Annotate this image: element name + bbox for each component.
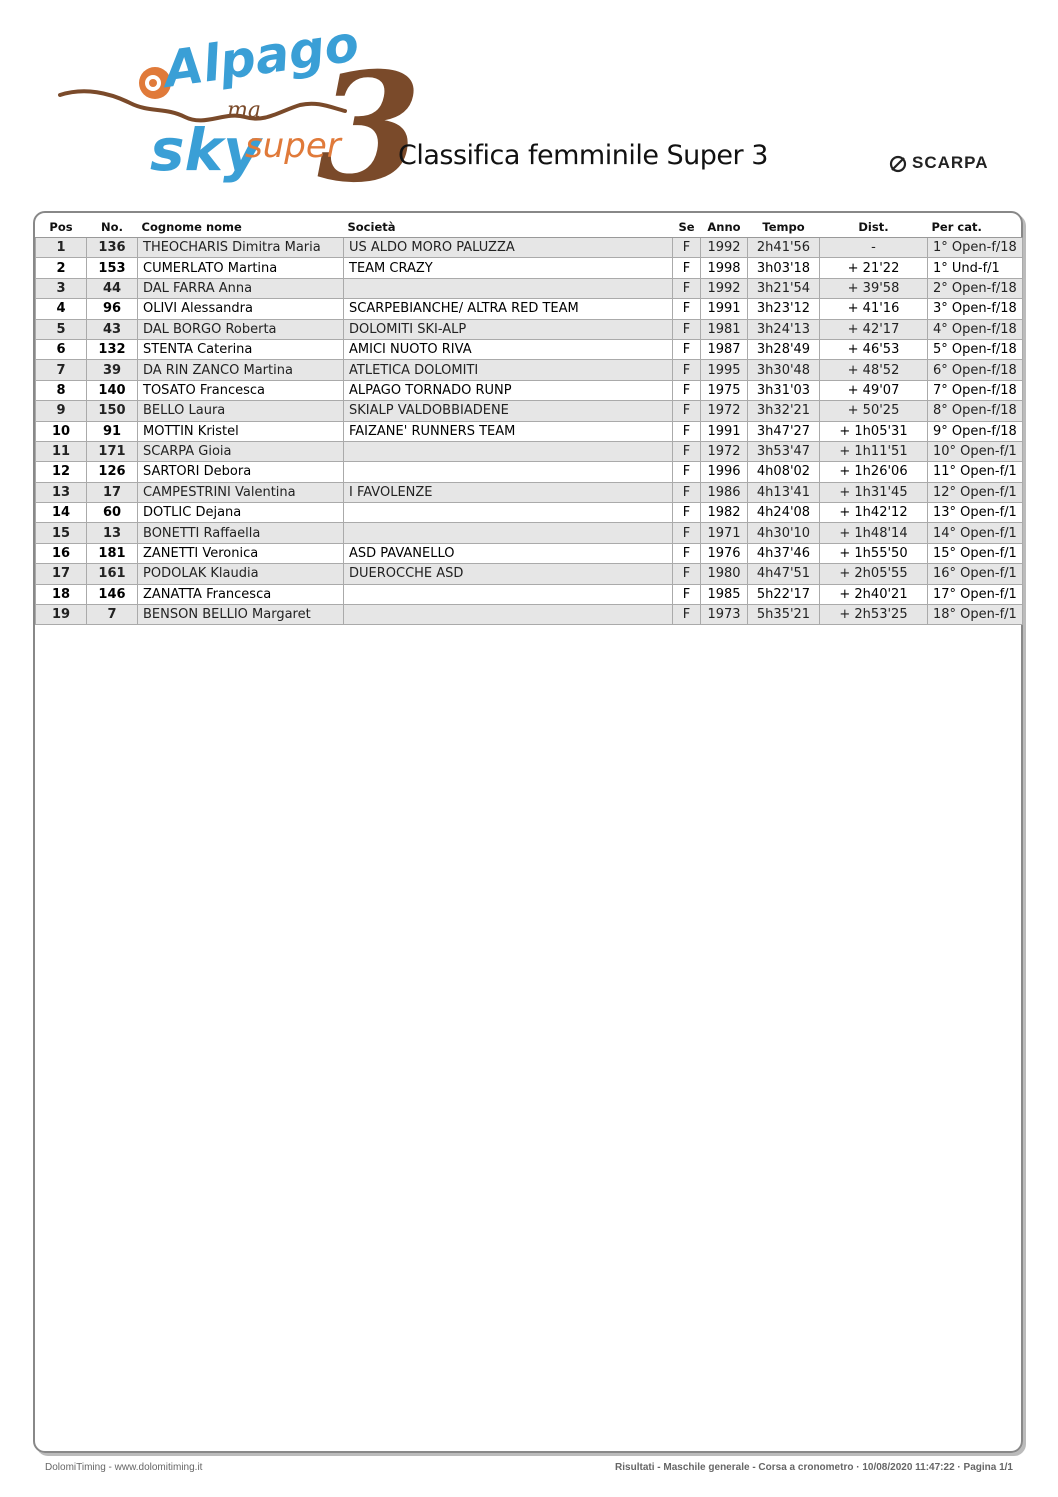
cell-name: BELLO Laura <box>138 401 344 421</box>
cell-time: 4h47'51 <box>748 564 820 584</box>
cell-name: THEOCHARIS Dimitra Maria <box>138 238 344 258</box>
cell-year: 1992 <box>701 238 748 258</box>
cell-dist: + 21'22 <box>820 258 928 278</box>
cell-name: CAMPESTRINI Valentina <box>138 482 344 502</box>
cell-time: 3h23'12 <box>748 299 820 319</box>
cell-club <box>344 605 673 625</box>
cell-club <box>344 462 673 482</box>
column-header-time: Tempo <box>748 217 820 238</box>
cell-dist: + 1h48'14 <box>820 523 928 543</box>
cell-cat: 13° Open-f/1 <box>928 503 1023 523</box>
cell-club <box>344 278 673 298</box>
cell-pos: 18 <box>36 584 87 604</box>
cell-num: 150 <box>87 401 138 421</box>
cell-dist: + 48'52 <box>820 360 928 380</box>
cell-sex: F <box>673 564 701 584</box>
cell-cat: 9° Open-f/18 <box>928 421 1023 441</box>
cell-year: 1998 <box>701 258 748 278</box>
table-row <box>36 401 1023 421</box>
cell-club: ALPAGO TORNADO RUNP <box>344 380 673 400</box>
cell-year: 1995 <box>701 360 748 380</box>
cell-sex: F <box>673 605 701 625</box>
cell-num: 17 <box>87 482 138 502</box>
cell-name: BENSON BELLIO Margaret <box>138 605 344 625</box>
cell-num: 60 <box>87 503 138 523</box>
cell-cat: 7° Open-f/18 <box>928 380 1023 400</box>
cell-cat: 1° Und-f/1 <box>928 258 1023 278</box>
column-header-name: Cognome nome <box>138 217 344 238</box>
cell-dist: + 42'17 <box>820 319 928 339</box>
cell-pos: 1 <box>36 238 87 258</box>
cell-club <box>344 523 673 543</box>
column-header-dist: Dist. <box>820 217 928 238</box>
cell-name: ZANATTA Francesca <box>138 584 344 604</box>
table-row <box>36 258 1023 278</box>
cell-sex: F <box>673 380 701 400</box>
cell-cat: 14° Open-f/1 <box>928 523 1023 543</box>
column-header-club: Società <box>344 217 673 238</box>
cell-name: MOTTIN Kristel <box>138 421 344 441</box>
cell-num: 43 <box>87 319 138 339</box>
cell-dist: + 1h26'06 <box>820 462 928 482</box>
cell-year: 1980 <box>701 564 748 584</box>
logo-word-super: super <box>245 126 341 166</box>
cell-num: 140 <box>87 380 138 400</box>
cell-sex: F <box>673 543 701 563</box>
cell-year: 1996 <box>701 462 748 482</box>
cell-year: 1991 <box>701 299 748 319</box>
cell-dist: + 1h05'31 <box>820 421 928 441</box>
cell-year: 1992 <box>701 278 748 298</box>
cell-pos: 2 <box>36 258 87 278</box>
cell-time: 3h32'21 <box>748 401 820 421</box>
table-row <box>36 421 1023 441</box>
cell-time: 3h21'54 <box>748 278 820 298</box>
cell-pos: 6 <box>36 339 87 359</box>
table-row <box>36 605 1023 625</box>
table-row <box>36 380 1023 400</box>
cell-sex: F <box>673 339 701 359</box>
cell-sex: F <box>673 503 701 523</box>
column-header-pos: Pos <box>36 217 87 238</box>
cell-club: SCARPEBIANCHE/ ALTRA RED TEAM <box>344 299 673 319</box>
sponsor-logo <box>888 152 1023 176</box>
cell-year: 1982 <box>701 503 748 523</box>
cell-dist: + 1h42'12 <box>820 503 928 523</box>
cell-name: SARTORI Debora <box>138 462 344 482</box>
table-row <box>36 441 1023 461</box>
cell-year: 1976 <box>701 543 748 563</box>
table-row <box>36 339 1023 359</box>
alpago-sky-super-logo <box>55 14 422 216</box>
cell-cat: 6° Open-f/18 <box>928 360 1023 380</box>
cell-cat: 17° Open-f/1 <box>928 584 1023 604</box>
cell-num: 7 <box>87 605 138 625</box>
cell-year: 1973 <box>701 605 748 625</box>
cell-pos: 14 <box>36 503 87 523</box>
cell-cat: 11° Open-f/1 <box>928 462 1023 482</box>
cell-cat: 2° Open-f/18 <box>928 278 1023 298</box>
scarpa-logo-icon <box>888 154 908 174</box>
cell-name: CUMERLATO Martina <box>138 258 344 278</box>
cell-num: 181 <box>87 543 138 563</box>
column-header-sex: Se <box>673 217 701 238</box>
cell-num: 39 <box>87 360 138 380</box>
cell-num: 91 <box>87 421 138 441</box>
cell-year: 1985 <box>701 584 748 604</box>
table-row <box>36 503 1023 523</box>
cell-club <box>344 503 673 523</box>
cell-pos: 10 <box>36 421 87 441</box>
cell-num: 146 <box>87 584 138 604</box>
cell-year: 1972 <box>701 401 748 421</box>
cell-sex: F <box>673 482 701 502</box>
column-header-year: Anno <box>701 217 748 238</box>
cell-year: 1986 <box>701 482 748 502</box>
cell-dist: + 1h55'50 <box>820 543 928 563</box>
cell-dist: + 49'07 <box>820 380 928 400</box>
cell-club <box>344 441 673 461</box>
table-row <box>36 462 1023 482</box>
cell-club: SKIALP VALDOBBIADENE <box>344 401 673 421</box>
cell-cat: 5° Open-f/18 <box>928 339 1023 359</box>
table-row <box>36 584 1023 604</box>
cell-name: STENTA Caterina <box>138 339 344 359</box>
cell-name: TOSATO Francesca <box>138 380 344 400</box>
cell-pos: 7 <box>36 360 87 380</box>
cell-pos: 13 <box>36 482 87 502</box>
cell-pos: 19 <box>36 605 87 625</box>
cell-name: DAL FARRA Anna <box>138 278 344 298</box>
cell-club: FAIZANE' RUNNERS TEAM <box>344 421 673 441</box>
cell-sex: F <box>673 523 701 543</box>
cell-pos: 17 <box>36 564 87 584</box>
cell-num: 13 <box>87 523 138 543</box>
cell-name: DA RIN ZANCO Martina <box>138 360 344 380</box>
table-header-row <box>36 217 1023 238</box>
cell-sex: F <box>673 278 701 298</box>
cell-sex: F <box>673 238 701 258</box>
cell-club <box>344 584 673 604</box>
cell-time: 4h24'08 <box>748 503 820 523</box>
cell-time: 3h28'49 <box>748 339 820 359</box>
cell-dist: + 2h05'55 <box>820 564 928 584</box>
cell-time: 2h41'56 <box>748 238 820 258</box>
cell-pos: 16 <box>36 543 87 563</box>
cell-name: PODOLAK Klaudia <box>138 564 344 584</box>
cell-pos: 4 <box>36 299 87 319</box>
cell-dist: + 39'58 <box>820 278 928 298</box>
cell-name: DAL BORGO Roberta <box>138 319 344 339</box>
cell-time: 4h08'02 <box>748 462 820 482</box>
cell-pos: 12 <box>36 462 87 482</box>
cell-club: ASD PAVANELLO <box>344 543 673 563</box>
cell-pos: 3 <box>36 278 87 298</box>
cell-time: 5h35'21 <box>748 605 820 625</box>
table-row <box>36 523 1023 543</box>
cell-dist: + 41'16 <box>820 299 928 319</box>
cell-club: US ALDO MORO PALUZZA <box>344 238 673 258</box>
column-header-num: No. <box>87 217 138 238</box>
cell-time: 4h37'46 <box>748 543 820 563</box>
cell-cat: 12° Open-f/1 <box>928 482 1023 502</box>
table-row <box>36 319 1023 339</box>
cell-name: SCARPA Gioia <box>138 441 344 461</box>
page-title: Classifica femminile Super 3 <box>398 140 768 171</box>
cell-sex: F <box>673 421 701 441</box>
table-row <box>36 299 1023 319</box>
table-row <box>36 543 1023 563</box>
cell-year: 1981 <box>701 319 748 339</box>
cell-dist: + 1h31'45 <box>820 482 928 502</box>
cell-cat: 4° Open-f/18 <box>928 319 1023 339</box>
cell-club: DUEROCCHE ASD <box>344 564 673 584</box>
cell-dist: + 1h11'51 <box>820 441 928 461</box>
cell-pos: 5 <box>36 319 87 339</box>
cell-dist: + 2h53'25 <box>820 605 928 625</box>
cell-pos: 11 <box>36 441 87 461</box>
cell-time: 3h47'27 <box>748 421 820 441</box>
table-body <box>36 238 1023 625</box>
cell-year: 1991 <box>701 421 748 441</box>
table-row <box>36 278 1023 298</box>
table-row <box>36 360 1023 380</box>
cell-sex: F <box>673 462 701 482</box>
cell-dist: + 50'25 <box>820 401 928 421</box>
cell-num: 96 <box>87 299 138 319</box>
cell-club: I FAVOLENZE <box>344 482 673 502</box>
cell-pos: 15 <box>36 523 87 543</box>
cell-dist: + 2h40'21 <box>820 584 928 604</box>
cell-club: AMICI NUOTO RIVA <box>344 339 673 359</box>
cell-sex: F <box>673 401 701 421</box>
cell-sex: F <box>673 258 701 278</box>
cell-name: ZANETTI Veronica <box>138 543 344 563</box>
cell-time: 4h13'41 <box>748 482 820 502</box>
cell-club: ATLETICA DOLOMITI <box>344 360 673 380</box>
cell-num: 136 <box>87 238 138 258</box>
cell-time: 3h30'48 <box>748 360 820 380</box>
cell-sex: F <box>673 584 701 604</box>
cell-pos: 8 <box>36 380 87 400</box>
cell-sex: F <box>673 319 701 339</box>
cell-cat: 1° Open-f/18 <box>928 238 1023 258</box>
results-table <box>35 217 1023 625</box>
cell-num: 171 <box>87 441 138 461</box>
cell-cat: 15° Open-f/1 <box>928 543 1023 563</box>
logo-word-sky: sky <box>150 116 261 184</box>
table-row <box>36 482 1023 502</box>
cell-club: DOLOMITI SKI-ALP <box>344 319 673 339</box>
cell-time: 4h30'10 <box>748 523 820 543</box>
cell-dist: - <box>820 238 928 258</box>
cell-time: 3h31'03 <box>748 380 820 400</box>
cell-num: 126 <box>87 462 138 482</box>
cell-num: 153 <box>87 258 138 278</box>
cell-dist: + 46'53 <box>820 339 928 359</box>
cell-year: 1972 <box>701 441 748 461</box>
cell-cat: 3° Open-f/18 <box>928 299 1023 319</box>
cell-time: 3h03'18 <box>748 258 820 278</box>
cell-cat: 18° Open-f/1 <box>928 605 1023 625</box>
cell-year: 1987 <box>701 339 748 359</box>
cell-cat: 16° Open-f/1 <box>928 564 1023 584</box>
cell-year: 1975 <box>701 380 748 400</box>
footer-right: Risultati - Maschile generale - Corsa a cronometro · 10/08/2020 11:47:22 · Pagina 1/1 <box>615 1462 1013 1473</box>
logo-digit: 3 <box>317 40 422 216</box>
cell-cat: 10° Open-f/1 <box>928 441 1023 461</box>
cell-sex: F <box>673 299 701 319</box>
cell-club: TEAM CRAZY <box>344 258 673 278</box>
cell-sex: F <box>673 360 701 380</box>
cell-num: 44 <box>87 278 138 298</box>
cell-time: 3h24'13 <box>748 319 820 339</box>
cell-time: 3h53'47 <box>748 441 820 461</box>
logo-word-alpago: Alpago <box>160 14 363 99</box>
column-header-cat: Per cat. <box>928 217 1023 238</box>
cell-name: OLIVI Alessandra <box>138 299 344 319</box>
cell-year: 1971 <box>701 523 748 543</box>
cell-time: 5h22'17 <box>748 584 820 604</box>
cell-name: DOTLIC Dejana <box>138 503 344 523</box>
cell-cat: 8° Open-f/18 <box>928 401 1023 421</box>
cell-num: 161 <box>87 564 138 584</box>
cell-pos: 9 <box>36 401 87 421</box>
cell-num: 132 <box>87 339 138 359</box>
footer-left: DolomiTiming - www.dolomitiming.it <box>45 1462 203 1473</box>
cell-name: BONETTI Raffaella <box>138 523 344 543</box>
table-row <box>36 564 1023 584</box>
sponsor-label: SCARPA <box>912 153 989 172</box>
table-row <box>36 238 1023 258</box>
logo-script: ma <box>227 98 261 123</box>
cell-sex: F <box>673 441 701 461</box>
